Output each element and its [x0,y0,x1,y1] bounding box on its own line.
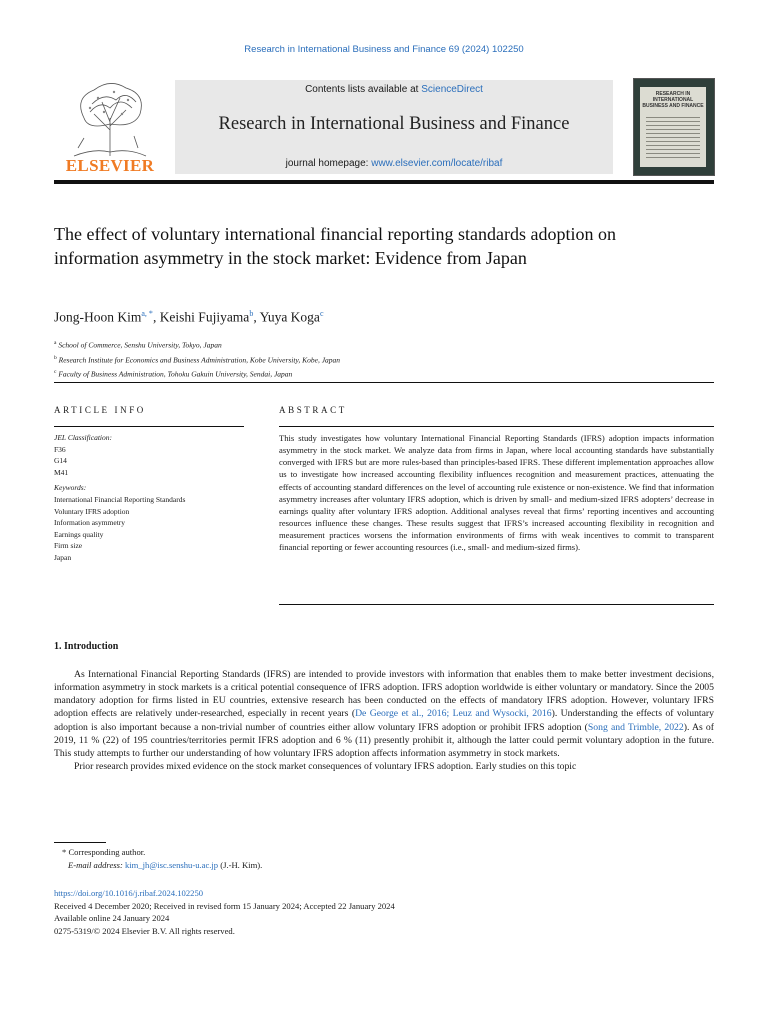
citation-link[interactable]: De George et al., 2016; Leuz and Wysocki, 2016 [355,708,552,720]
contents-prefix: Contents lists available at [305,84,422,95]
author-affiliation-marker[interactable]: c [319,309,324,318]
email-label: E-mail address: [68,859,123,870]
paragraph-text: ). As of 2019, 11 % (22) of 195 countries/territories permit IFRS adoption and 6 % (11) presently prohibit it, although the latter could permit voluntary adoption in the future. This study attempts to further our understanding of how voluntary IFRS adoption affects information asymmetry in stock markets. [54,721,714,759]
journal-cover-image[interactable] [633,78,715,176]
masthead-divider [54,180,714,184]
corresponding-author-note: Corresponding author. [68,847,146,857]
keyword: Firm size [54,541,83,551]
cover-title: RESEARCH IN INTERNATIONAL BUSINESS AND FINANCE [642,91,704,109]
homepage-line [175,158,613,169]
contents-line [175,84,613,95]
section-heading-introduction: 1. Introduction [54,641,119,652]
elsevier-wordmark[interactable]: ELSEVIER [65,156,155,175]
author-separator: , [152,309,160,325]
jel-label: JEL Classification: [54,433,112,442]
affiliation-marker: c [54,369,57,375]
affiliation-item [54,337,340,352]
introduction-body [54,668,714,773]
paragraph-text: As International Financial Reporting Standards (IFRS) are intended to provide investors with information that enables them to make better investment decisions, information asymmetry in stock markets is a critical potential consequence of IFRS adoption. IFRS adoption worldwide is either voluntary or mandatory. Since the 2005 mandatory adoption for firms listed in EU countries, extensive research has been conducted on the effects of mandatory IFRS adoption. However, voluntary IFRS adoption effects are relatively under-researched, especially in recent years ( [54,669,714,720]
abstract-divider-bottom [279,604,714,605]
author-affiliation-marker[interactable]: a, * [141,309,153,318]
paragraph: Prior research provides mixed evidence on the stock market consequences of voluntary IFRS adoption. Early studies on this topic [74,761,577,773]
article-metadata [54,887,395,937]
footnote-divider [54,842,106,843]
journal-header-box [175,80,613,174]
abstract-heading: ABSTRACT [279,405,347,415]
journal-homepage-link[interactable]: www.elsevier.com/locate/ribaf [371,158,503,169]
received-dates: Received 4 December 2020; Received in revised form 15 January 2024; Accepted 22 January 2024 [54,900,395,911]
paragraph [54,668,714,760]
jel-code: G14 [54,456,67,466]
paper-title: The effect of voluntary international financial reporting standards adoption on information asymmetry in the stock market: Evidence from Japan [54,224,616,268]
abstract-divider-top [279,426,714,427]
homepage-prefix: journal homepage: [285,158,372,169]
journal-title: Research in International Business and Finance [218,114,570,134]
affiliation-text: School of Commerce, Senshu University, Tokyo, Japan [58,340,222,350]
keyword: Information asymmetry [54,518,126,528]
author-separator: , [253,309,260,325]
article-info-divider [54,426,244,427]
keyword: Voluntary IFRS adoption [54,506,130,516]
author-list [54,309,324,326]
sciencedirect-link[interactable]: ScienceDirect [421,84,483,95]
affiliation-marker: a [54,340,57,346]
affiliation-text: Faculty of Business Administration, Tohoku Gakuin University, Sendai, Japan [58,369,293,379]
keyword: Japan [54,552,72,562]
footnote [54,846,262,871]
journal-citation[interactable]: Research in International Business and Finance 69 (2024) 102250 [244,44,524,55]
doi-link[interactable]: https://doi.org/10.1016/j.ribaf.2024.102250 [54,888,204,898]
article-info-panel [54,432,244,564]
jel-code: F36 [54,444,66,454]
keyword: International Financial Reporting Standards [54,494,186,504]
available-online: Available online 24 January 2024 [54,913,170,923]
affiliation-list [54,337,340,381]
affiliation-item [54,366,340,381]
keyword: Earnings quality [54,529,104,539]
author-name: Yuya Koga [259,309,320,325]
email-suffix: (J.-H. Kim). [218,859,263,870]
author-name: Keishi Fujiyama [159,309,250,325]
affiliation-text: Research Institute for Economics and Business Administration, Kobe University, Kobe, Japan [58,355,341,364]
title-divider [54,382,714,383]
copyright-notice: 0275-5319/© 2024 Elsevier B.V. All rights reserved. [54,925,235,936]
affiliation-item [54,352,340,367]
author-email-link[interactable]: kim_jh@isc.senshu-u.ac.jp [124,859,219,870]
citation-link[interactable]: Song and Trimble, 2022 [587,721,684,733]
article-info-heading: ARTICLE INFO [54,405,146,415]
paragraph-text: ). Understanding the effects of voluntary adoption is also important because a non-trivial number of countries either allow voluntary IFRS adoption or prohibit IFRS adoption ( [54,708,714,733]
abstract-text: This study investigates how voluntary International Financial Reporting Standards (IFRS) adoption impacts information asymmetry in the stock market. We analyze data from firms in Japan, where local accounting standards have substantially converged with IFRS but are more rules-based than principles-based IFRS. These different implementation approaches allow us to investigate how increased accounting flexibility influences recognition and measurement practices, attenuating the effects of accounting standard differences on the level of accounting rule existence or non-existence. We find that information asymmetry increases after voluntary IFRS adoption, which is driven by small- and medium-sized IFRS adopters’ decrease in earnings quality after voluntary IFRS adoption. Additional analyses reveal that firms’ reporting incentives and accounting resources influence these changes. These results suggest that IFRS’s increased accounting flexibility in recognition and measurement practices worsens the information environments of firms with weak incentives to commit to transparent financial reporting or fewer accounting resources (i.e., small- and medium-sized firms). [279,433,714,553]
author-affiliation-marker[interactable]: b [249,309,254,318]
keywords-label: Keywords: [54,483,87,493]
masthead [54,78,714,178]
author-name: Jong-Hoon Kim [54,309,142,325]
footnote-marker: * [62,847,67,857]
jel-code: M41 [54,467,69,477]
affiliation-marker: b [54,354,57,361]
